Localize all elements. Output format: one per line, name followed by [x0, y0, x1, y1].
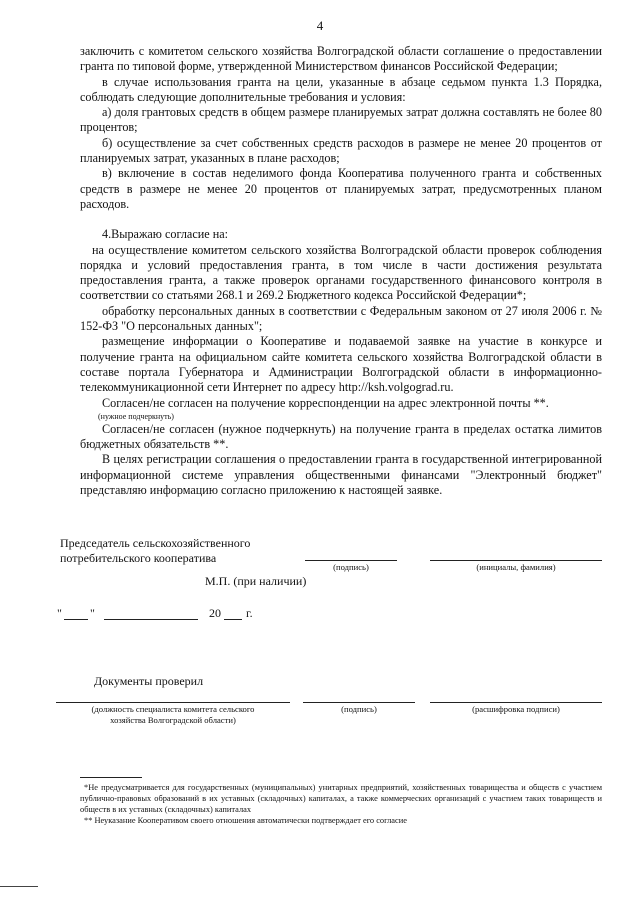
checker-signature-line[interactable] [303, 702, 415, 703]
paragraph-consent-personal-data: обработку персональных данных в соответствии с Федеральным законом от 27 июля 2006 г. № 152-ФЗ "О персональных данных"; [80, 303, 602, 334]
checker-position-caption: (должность специалиста комитета сельского хозяйства Волгоградской области) [91, 704, 255, 725]
document-body [80, 44, 602, 498]
chairman-signature-caption: (подпись) [333, 562, 369, 572]
checker-name-line[interactable] [430, 702, 602, 703]
paragraph-consent-limits: Согласен/не согласен (нужное подчеркнуть) на получение гранта в пределах остатка лимитов бюджетных обязательств **. [80, 421, 602, 452]
footnote-1: *Не предусматривается для государственных (муниципальных) унитарных предприятий, хозяйственных товарищества и обществ с участием публично-правовых образований в их уставных (складочных) капиталах, а также коммерческих организаций с участием таких товариществ и обществ в их уставных (складочных) капиталах [80, 783, 602, 814]
paragraph-consent-publication: размещение информации о Кооперативе и подаваемой заявке на участие в конкурсе и получение гранта на официальном сайте комитета сельского хозяйства Волгоградской области в составе портала Губернатора и Администрации Волгоградской области в информационно-телекоммуникационной сети Интернет по адресу http://ksh.volgograd.ru. [80, 334, 602, 395]
date-year-suffix: г. [246, 606, 253, 620]
paragraph-condition-b: б) осуществление за счет собственных средств расходов в размере не менее 20 процентов от планируемых затрат, указанных в плане расходов; [80, 135, 602, 166]
footnote-separator [80, 777, 142, 778]
paragraph-registration: В целях регистрации соглашения о предоставлении гранта в государственной интегрированной информационной системе управления общественными финансами "Электронный бюджет" представляю информацию согласно приложению к настоящей заявке. [80, 452, 602, 498]
documents-checked-label: Документы проверил [94, 674, 204, 688]
chairman-signature-line[interactable] [305, 560, 397, 561]
date-year-prefix: 20 [209, 606, 221, 620]
underline-note: (нужное подчеркнуть) [98, 411, 174, 421]
paragraph-grant-usage: в случае использования гранта на цели, указанные в абзаце седьмом пункта 1.3 Порядка, соблюдать следующие дополнительные требования и условия: [80, 74, 602, 104]
page-edge-mark [0, 886, 38, 887]
date-month-line[interactable] [104, 619, 198, 620]
chairman-title: Председатель сельскохозяйственного потребительского кооператива [60, 536, 251, 565]
paragraph-consent-inspections: на осуществление комитетом сельского хозяйства Волгоградской области проверок соблюдения порядка и условий предоставления гранта, в том числе в части достижения результата предоставления гранта, а также проверок органами государственного финансового контроля в соответствии со статьями 268.1 и 269.2 Бюджетного кодекса Российской Федерации*; [80, 242, 602, 303]
date-quote-open: " [57, 606, 62, 620]
checker-name-caption: (расшифровка подписи) [472, 704, 560, 714]
paragraph-consent-email: Согласен/не согласен на получение корреспонденции на адрес электронной почты **. [102, 395, 549, 410]
checker-signature-caption: (подпись) [341, 704, 377, 714]
date-quote-close: " [90, 606, 95, 620]
paragraph-condition-a: а) доля грантовых средств в общем размере планируемых затрат должна составлять не более 80 процентов; [80, 105, 602, 135]
checker-position-line[interactable] [56, 702, 290, 703]
stamp-label: М.П. (при наличии) [205, 574, 307, 588]
footnotes [80, 782, 602, 826]
page-number: 4 [316, 18, 324, 33]
chairman-name-caption: (инициалы, фамилия) [476, 562, 556, 572]
section-4-heading: 4.Выражаю согласие на: [102, 227, 229, 242]
chairman-name-line[interactable] [430, 560, 602, 561]
date-year-line[interactable] [224, 619, 242, 620]
paragraph-condition-c: в) включение в состав неделимого фонда Кооператива полученного гранта и собственных средств в размере не менее 20 процентов от планируемых затрат, предусмотренных планом расходов. [80, 166, 602, 211]
date-day-line[interactable] [64, 619, 88, 620]
footnote-2: ** Неуказание Кооперативом своего отношения автоматически подтверждает его согласие [84, 816, 407, 825]
paragraph-conclude-agreement: заключить с комитетом сельского хозяйства Волгоградской области соглашение о предоставлении гранта по типовой форме, утвержденной Министерством финансов Российской Федерации; [80, 44, 602, 74]
